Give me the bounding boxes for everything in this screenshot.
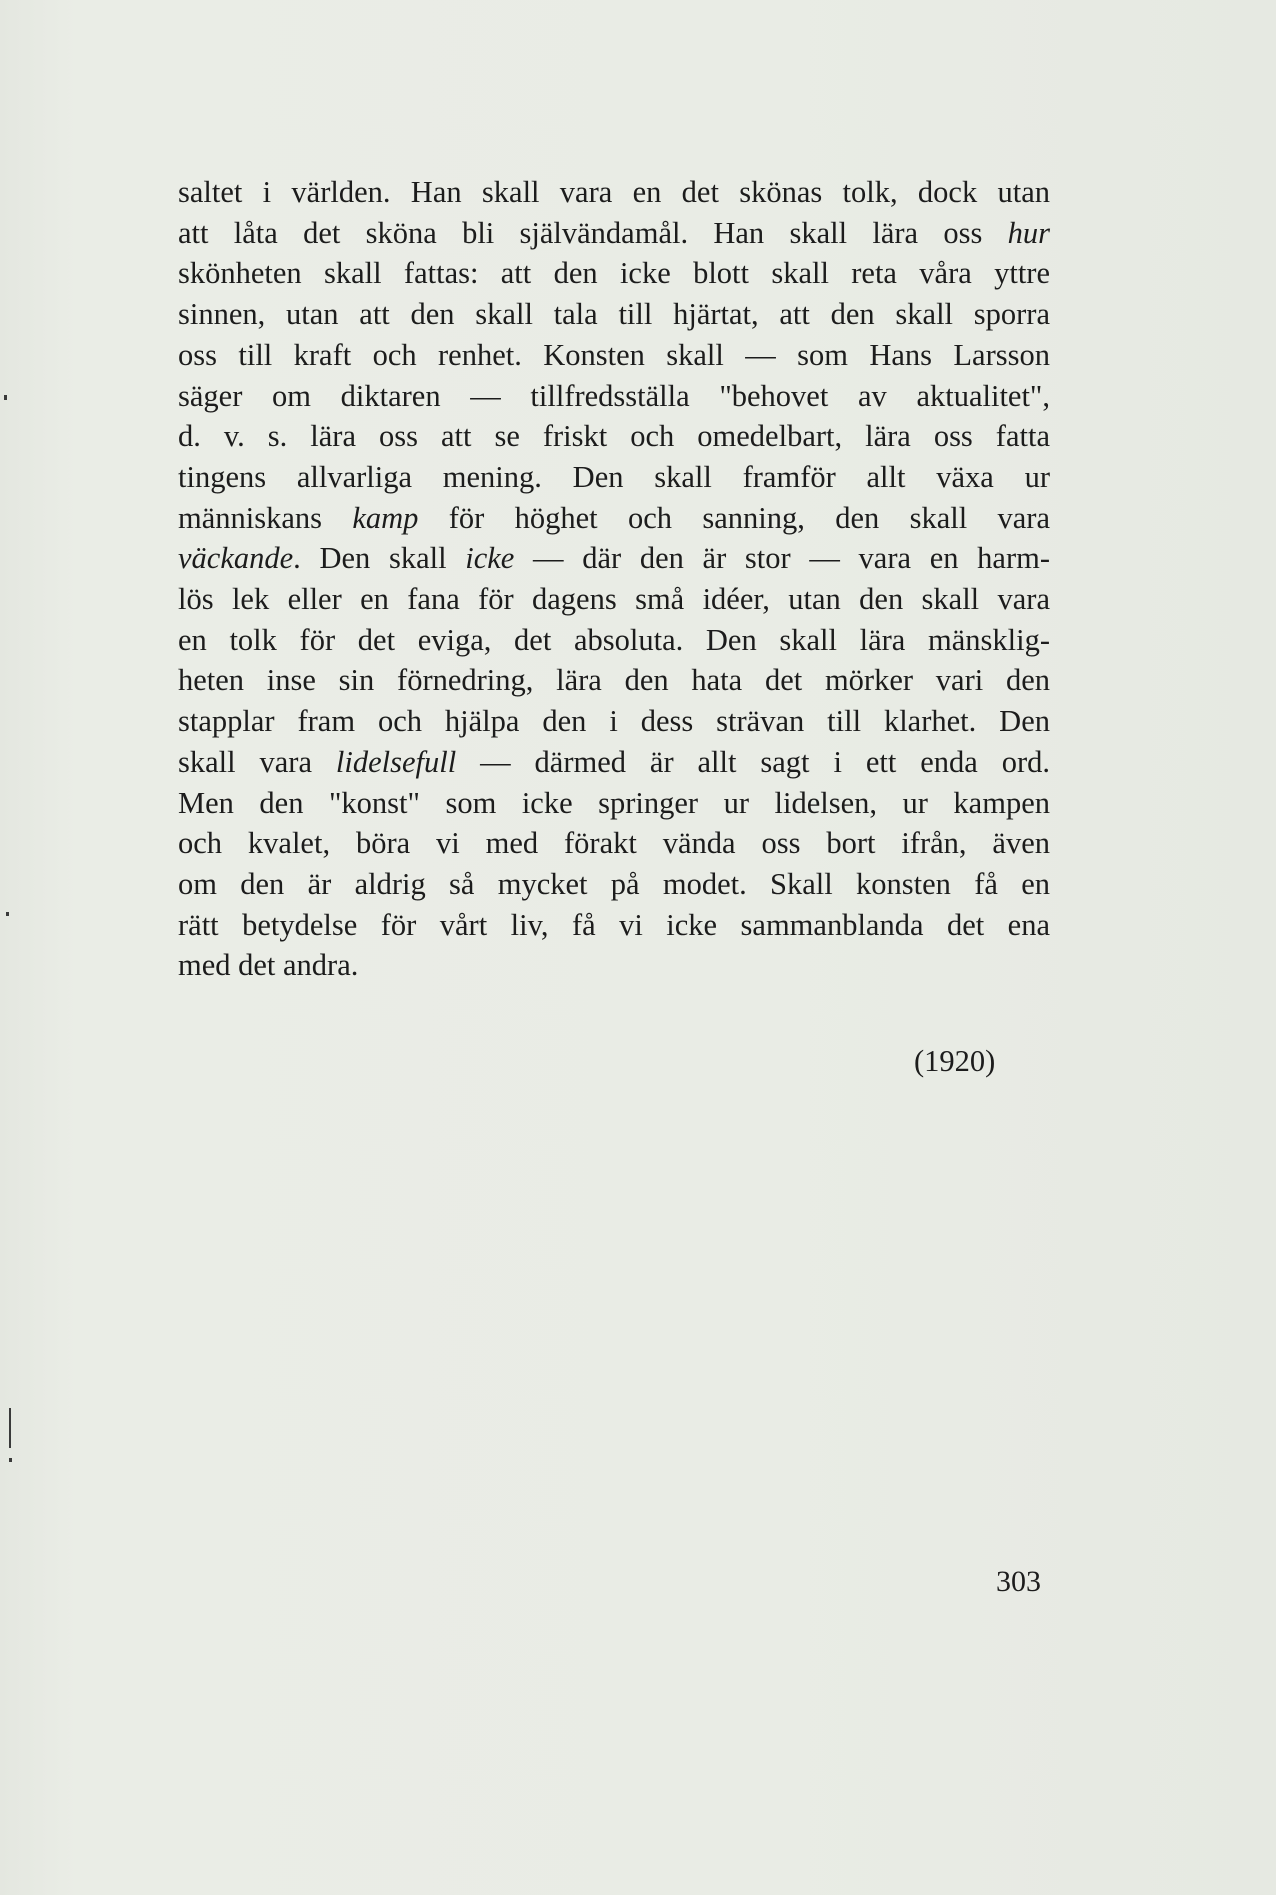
text-line	[178, 172, 1050, 212]
text-span: och kvalet, böra vi med förakt vända oss bort ifrån, även	[178, 826, 1050, 861]
text-span: att låta det sköna bli självändamål. Han skall lära oss	[178, 215, 1008, 250]
text-line	[178, 416, 1050, 456]
text-line	[178, 335, 1050, 375]
page-number: 303	[996, 1565, 1041, 1598]
text-span: människans	[178, 500, 353, 535]
text-span: säger om diktaren — tillfredsställa "behovet av aktualitet",	[178, 378, 1050, 413]
text-line	[178, 905, 1050, 945]
text-span: — därmed är allt sagt i ett enda ord.	[456, 744, 1050, 779]
text-line	[178, 376, 1050, 416]
text-line	[178, 620, 1050, 660]
text-line	[178, 945, 1050, 985]
scan-edge-mark	[9, 1408, 11, 1448]
scan-edge-mark	[4, 395, 7, 400]
text-span: om den är aldrig så mycket på modet. Skall konsten få en	[178, 866, 1050, 901]
year-note: (1920)	[914, 1044, 996, 1078]
italic-text: väckande	[178, 541, 294, 576]
scan-edge-mark	[6, 912, 9, 916]
text-line	[178, 742, 1050, 782]
text-span: saltet i världen. Han skall vara en det skönas tolk, dock utan	[178, 175, 1050, 209]
text-span: sinnen, utan att den skall tala till hjärtat, att den skall sporra	[178, 297, 1050, 332]
text-span: skall vara	[178, 744, 336, 779]
text-span: lös lek eller en fana för dagens små idéer, utan den skall vara	[178, 582, 1050, 616]
text-line	[178, 660, 1050, 700]
text-span: Men den "konst" som icke springer ur lidelsen, ur kampen	[178, 785, 1050, 820]
text-span: d. v. s. lära oss att se friskt och omedelbart, lära oss fatta	[178, 419, 1050, 454]
text-span: för höghet och sanning, den skall vara	[418, 500, 1050, 535]
text-line	[178, 538, 1050, 578]
text-line	[178, 579, 1050, 619]
text-line	[178, 864, 1050, 904]
text-span: en tolk för det eviga, det absoluta. Den skall lära mänsklig-	[178, 622, 1050, 657]
text-line	[178, 701, 1050, 741]
text-line	[178, 294, 1050, 334]
italic-text: lidelsefull	[335, 744, 457, 779]
text-line	[178, 253, 1050, 293]
text-line	[178, 498, 1050, 538]
italic-text: kamp	[352, 500, 419, 535]
italic-text: icke	[465, 541, 515, 576]
text-line	[178, 783, 1050, 823]
text-line	[178, 213, 1050, 253]
text-span: skönheten skall fattas: att den icke blott skall reta våra yttre	[178, 256, 1050, 291]
italic-text: hur	[1007, 215, 1050, 250]
text-span: oss till kraft och renhet. Konsten skall — som Hans Larsson	[178, 337, 1050, 372]
text-line	[178, 823, 1050, 863]
text-span: . Den skall	[293, 541, 466, 576]
text-span: stapplar fram och hjälpa den i dess strävan till klarhet. Den	[178, 704, 1050, 739]
text-span: tingens allvarliga mening. Den skall framför allt växa ur	[178, 459, 1050, 494]
text-span: rätt betydelse för vårt liv, få vi icke sammanblanda det ena	[178, 907, 1050, 942]
text-span: med det andra.	[178, 948, 359, 983]
text-line	[178, 457, 1050, 497]
scan-edge-mark	[9, 1458, 12, 1462]
text-span: — där den är stor — vara en harm-	[514, 541, 1050, 576]
text-span: heten inse sin förnedring, lära den hata det mörker vari den	[178, 663, 1050, 698]
